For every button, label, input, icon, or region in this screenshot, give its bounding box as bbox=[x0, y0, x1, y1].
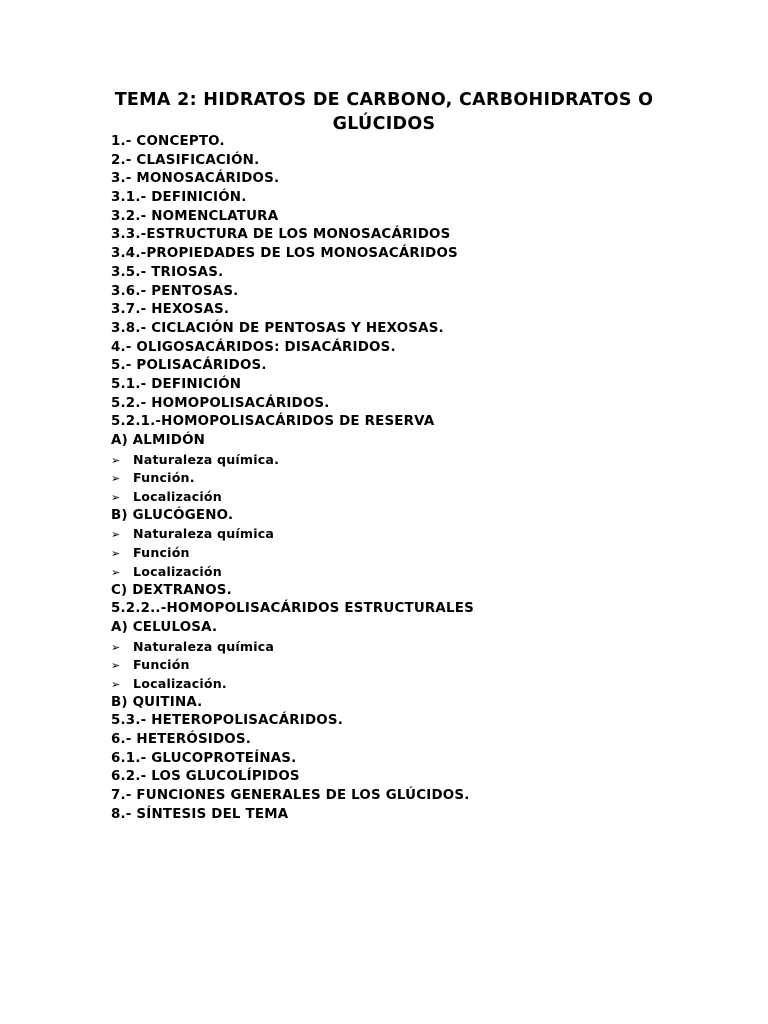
arrowhead-bullet-icon: ➢ bbox=[111, 547, 121, 561]
toc-item bbox=[111, 301, 671, 320]
toc-item-label: 3.8.- CICLACIÓN DE PENTOSAS Y HEXOSAS. bbox=[111, 320, 444, 336]
toc-item bbox=[111, 264, 671, 283]
toc-item-label: 3.3.-ESTRUCTURA DE LOS MONOSACÁRIDOS bbox=[111, 227, 451, 243]
toc-bullet-item bbox=[111, 638, 671, 657]
arrowhead-bullet-icon: ➢ bbox=[111, 453, 121, 467]
toc-item bbox=[111, 582, 671, 601]
toc-item-label: Función. bbox=[133, 470, 195, 486]
toc-bullet-item bbox=[111, 675, 671, 694]
toc-bullet-item bbox=[111, 525, 671, 544]
toc-item bbox=[111, 712, 671, 731]
title-line-1: TEMA 2: HIDRATOS DE CARBONO, CARBOHIDRATOS O bbox=[114, 90, 654, 110]
toc-item bbox=[111, 600, 671, 619]
toc-item-label: 6.- HETERÓSIDOS. bbox=[111, 732, 252, 747]
title-line-2: GLÚCIDOS bbox=[332, 114, 436, 134]
toc-bullet-item bbox=[111, 469, 671, 488]
arrowhead-bullet-icon: ➢ bbox=[111, 491, 121, 505]
toc-item-label: 7.- FUNCIONES GENERALES DE LOS GLÚCIDOS. bbox=[111, 788, 470, 804]
toc-item-label: Naturaleza química bbox=[133, 638, 275, 654]
toc-item-label: Función bbox=[133, 657, 190, 673]
toc-item-label: 1.- CONCEPTO. bbox=[111, 134, 225, 149]
toc-item bbox=[111, 619, 671, 638]
arrowhead-bullet-icon: ➢ bbox=[111, 472, 121, 486]
toc-item bbox=[111, 395, 671, 414]
arrowhead-bullet-icon: ➢ bbox=[111, 565, 121, 579]
toc-item-label: C) DEXTRANOS. bbox=[111, 582, 232, 598]
toc-item-label: 3.- MONOSACÁRIDOS. bbox=[111, 171, 280, 187]
toc-bullet-item bbox=[111, 563, 671, 582]
toc-item bbox=[111, 507, 671, 526]
toc-item-label: Naturaleza química bbox=[133, 526, 275, 542]
toc-item bbox=[111, 787, 671, 806]
page-title bbox=[100, 88, 668, 136]
toc-item-label: 6.1.- GLUCOPROTEÍNAS. bbox=[111, 750, 297, 766]
arrowhead-bullet-icon: ➢ bbox=[111, 528, 121, 542]
toc-item-label: Localización bbox=[133, 563, 222, 579]
toc-item-label: 3.2.- NOMENCLATURA bbox=[111, 208, 279, 224]
toc-item-label: B) GLUCÓGENO. bbox=[111, 507, 234, 523]
toc-item-label: Localización bbox=[133, 489, 222, 505]
toc-item bbox=[111, 731, 671, 750]
toc-item bbox=[111, 376, 671, 395]
toc-item-label: 8.- SÍNTESIS DEL TEMA bbox=[111, 806, 289, 822]
arrowhead-bullet-icon: ➢ bbox=[111, 677, 121, 691]
toc-item-label: Función bbox=[133, 545, 190, 561]
toc-item-label: 5.2.- HOMOPOLISACÁRIDOS. bbox=[111, 395, 330, 411]
toc-item bbox=[111, 750, 671, 769]
toc-item-label: A) ALMIDÓN bbox=[111, 433, 206, 448]
toc-item-label: 5.2.2..-HOMOPOLISACÁRIDOS ESTRUCTURALES bbox=[111, 601, 474, 617]
toc-item-label: 3.4.-PROPIEDADES DE LOS MONOSACÁRIDOS bbox=[111, 246, 458, 262]
toc-item-label: Localización. bbox=[133, 675, 227, 691]
toc-item bbox=[111, 413, 671, 432]
toc-item bbox=[111, 694, 671, 713]
toc-item bbox=[111, 432, 671, 451]
table-of-contents bbox=[111, 133, 671, 824]
toc-item bbox=[111, 226, 671, 245]
toc-bullet-item bbox=[111, 451, 671, 470]
toc-item-label: A) CELULOSA. bbox=[111, 619, 218, 635]
toc-item bbox=[111, 245, 671, 264]
toc-item bbox=[111, 806, 671, 825]
toc-item bbox=[111, 768, 671, 787]
toc-item-label: 4.- OLIGOSACÁRIDOS: DISACÁRIDOS. bbox=[111, 339, 396, 355]
toc-item-label: 6.2.- LOS GLUCOLÍPIDOS bbox=[111, 769, 300, 785]
toc-bullet-item bbox=[111, 544, 671, 563]
toc-item-label: 3.6.- PENTOSAS. bbox=[111, 283, 239, 299]
toc-item bbox=[111, 152, 671, 171]
toc-item bbox=[111, 283, 671, 302]
toc-item-label: B) QUITINA. bbox=[111, 694, 203, 710]
arrowhead-bullet-icon: ➢ bbox=[111, 640, 121, 654]
toc-item bbox=[111, 208, 671, 227]
toc-item-label: 3.7.- HEXOSAS. bbox=[111, 302, 230, 318]
toc-item-label: 2.- CLASIFICACIÓN. bbox=[111, 152, 260, 168]
toc-item bbox=[111, 357, 671, 376]
toc-item bbox=[111, 133, 671, 152]
toc-item-label: 5.1.- DEFINICIÓN bbox=[111, 376, 242, 392]
toc-item-label: 5.- POLISACÁRIDOS. bbox=[111, 358, 267, 374]
toc-item bbox=[111, 189, 671, 208]
toc-item-label: Naturaleza química. bbox=[133, 451, 280, 467]
toc-item bbox=[111, 320, 671, 339]
toc-item-label: 5.2.1.-HOMOPOLISACÁRIDOS DE RESERVA bbox=[111, 414, 435, 430]
toc-bullet-item bbox=[111, 656, 671, 675]
toc-item bbox=[111, 170, 671, 189]
toc-item-label: 3.5.- TRIOSAS. bbox=[111, 264, 224, 280]
toc-item-label: 3.1.- DEFINICIÓN. bbox=[111, 190, 247, 206]
toc-bullet-item bbox=[111, 488, 671, 507]
arrowhead-bullet-icon: ➢ bbox=[111, 659, 121, 673]
toc-item-label: 5.3.- HETEROPOLISACÁRIDOS. bbox=[111, 713, 343, 729]
toc-item bbox=[111, 339, 671, 358]
